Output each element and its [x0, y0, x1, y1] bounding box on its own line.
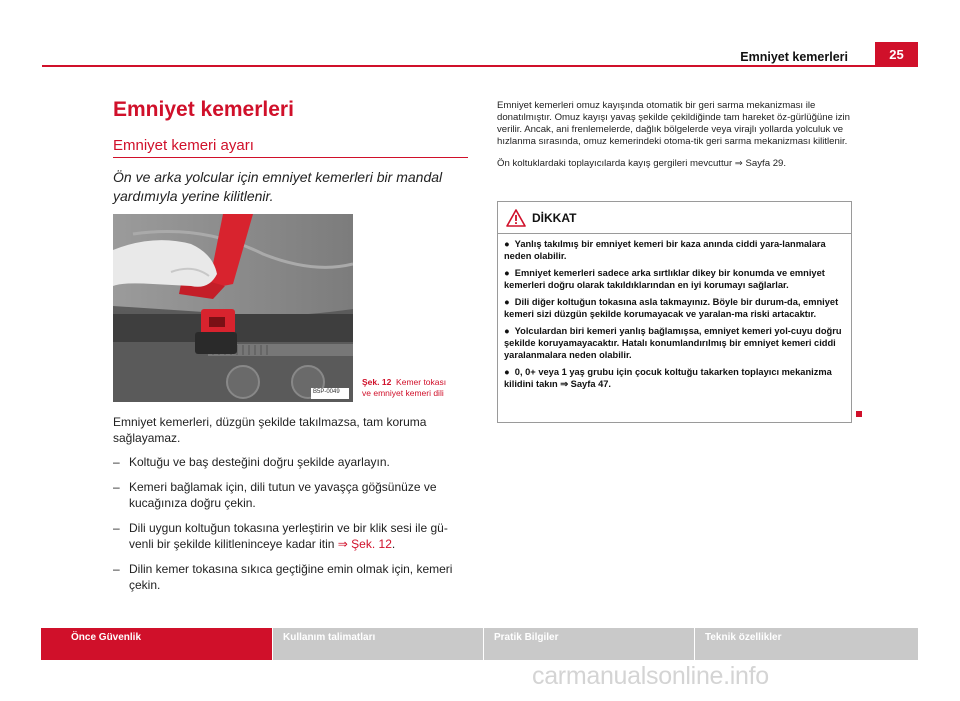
intro-paragraph: Emniyet kemerleri, düzgün şekilde takılmazsa, tam koruma sağlayamaz. [113, 415, 427, 445]
figure-reference-link[interactable]: ⇒ Şek. 12 [337, 537, 392, 551]
warning-item [504, 325, 845, 361]
warning-item-text: Dili diğer koltuğun tokasına asla takmayınız. Böyle bir durum-da, emniyet kemeri sizi düzgün şekilde korumayacak ve yaralan-ma riski artacaktır. [504, 297, 839, 319]
footer-tab-safety[interactable]: Önce Güvenlik [41, 628, 272, 660]
list-item [113, 454, 468, 470]
warning-item-text: Yanlış takılmış bir emniyet kemeri bir kaza anında ciddi yara-lanmalara neden olabilir. [504, 239, 826, 261]
section-subtitle: Emniyet kemeri ayarı [113, 137, 254, 154]
list-item-end: . [391, 537, 396, 551]
list-item-text: Koltuğu ve baş desteğini doğru şekilde ayarlayın. [129, 455, 390, 469]
warning-item [504, 267, 845, 291]
warning-item [504, 238, 845, 262]
list-item [113, 520, 468, 552]
footer-tab-operation[interactable]: Kullanım talimatları [273, 628, 483, 660]
page-number: 25 [875, 42, 918, 67]
header-rule [42, 65, 918, 67]
warning-item-text: 0, 0+ veya 1 yaş grubu için çocuk koltuğu takarken toplayıcı mekanizma kilidini takın ⇒ Sayfa 47. [504, 367, 832, 389]
right-column-text [497, 100, 855, 180]
warning-item-text: Emniyet kemerleri sadece arka sırtlıklar dikey bir konumda ve emniyet kemerleri doğru olarak takıldıklarından en iyi korumayı sağlarlar. [504, 268, 825, 290]
list-dash: – [113, 480, 120, 494]
footer-nav [41, 628, 918, 660]
warning-header [498, 202, 851, 234]
seatbelt-photo [113, 214, 353, 402]
figure-code: B5P-0049 [313, 389, 340, 395]
tensioner-paragraph: Ön koltuklardaki toplayıcılarda kayış gergileri mevcuttur ⇒ Sayfa 29. [497, 158, 787, 169]
footer-tab-technical[interactable]: Teknik özellikler [695, 628, 918, 660]
warning-list [498, 234, 851, 390]
figure-caption-text-1: Kemer tokası [396, 377, 447, 387]
list-item [113, 479, 468, 511]
warning-item [504, 366, 845, 390]
left-column-text [113, 414, 468, 602]
figure-caption-number: Şek. 12 [362, 377, 392, 387]
footer-tab-practical[interactable]: Pratik Bilgiler [484, 628, 694, 660]
page-title: Emniyet kemerleri [113, 98, 294, 121]
warning-item-text: Yolculardan biri kemeri yanlış bağlamışsa, emniyet kemeri yol-cuyu doğru şekilde koruyamayacaktır. Hatalı konumlandırılmış bir emniyet kemeri ciddi yaralanmalara neden olabilir. [504, 326, 842, 360]
bullet-icon: ● [504, 239, 510, 249]
list-dash: – [113, 521, 120, 535]
watermark: carmanualsonline.info [532, 662, 769, 690]
bullet-icon: ● [504, 268, 510, 278]
list-dash: – [113, 562, 120, 576]
subtitle-rule [113, 157, 468, 158]
bullet-icon: ● [504, 326, 510, 336]
warning-title: DİKKAT [532, 211, 577, 225]
seatbelt-illustration [113, 214, 353, 402]
figure-caption-text-2: ve emniyet kemeri dili [362, 388, 444, 398]
lead-text: Ön ve arka yolcular için emniyet kemerleri bir mandal yardımıyla yerine kilitlenir. [113, 169, 443, 204]
bullet-icon: ● [504, 367, 510, 377]
figure-caption [362, 377, 446, 399]
section-end-marker [856, 411, 862, 417]
list-item-text: Dili uygun koltuğun tokasına yerleştirin ve bir klik sesi ile gü-venli bir şekilde kilitleninceye kadar itin [129, 521, 448, 551]
list-dash: – [113, 455, 120, 469]
list-item-text: Kemeri bağlamak için, dili tutun ve yavaşça göğsünüze ve kucağınıza doğru çekin. [129, 480, 437, 510]
bullet-icon: ● [504, 297, 510, 307]
header-section-title: Emniyet kemerleri [740, 50, 848, 64]
list-item [113, 561, 468, 593]
retractor-paragraph: Emniyet kemerleri omuz kayışında otomatik bir geri sarma mekanizması ile donatılmıştır. Omuz kayışı yavaş şekilde çekildiğinde tam hareket öz-gürlüğüne izin verilir. Ancak, ani frenlemelerde, dağlık bölgelerde veya virajlı yollarda yolculuk ve hızlanma sırasında, omuz kemerindeki otoma-tik geri sarma mekanizması kilitlenir. [497, 100, 851, 147]
warning-triangle-icon [506, 209, 526, 227]
warning-item [504, 296, 845, 320]
warning-box [497, 201, 852, 423]
list-item-text: Dilin kemer tokasına sıkıca geçtiğine emin olmak için, kemeri çekin. [129, 562, 453, 592]
